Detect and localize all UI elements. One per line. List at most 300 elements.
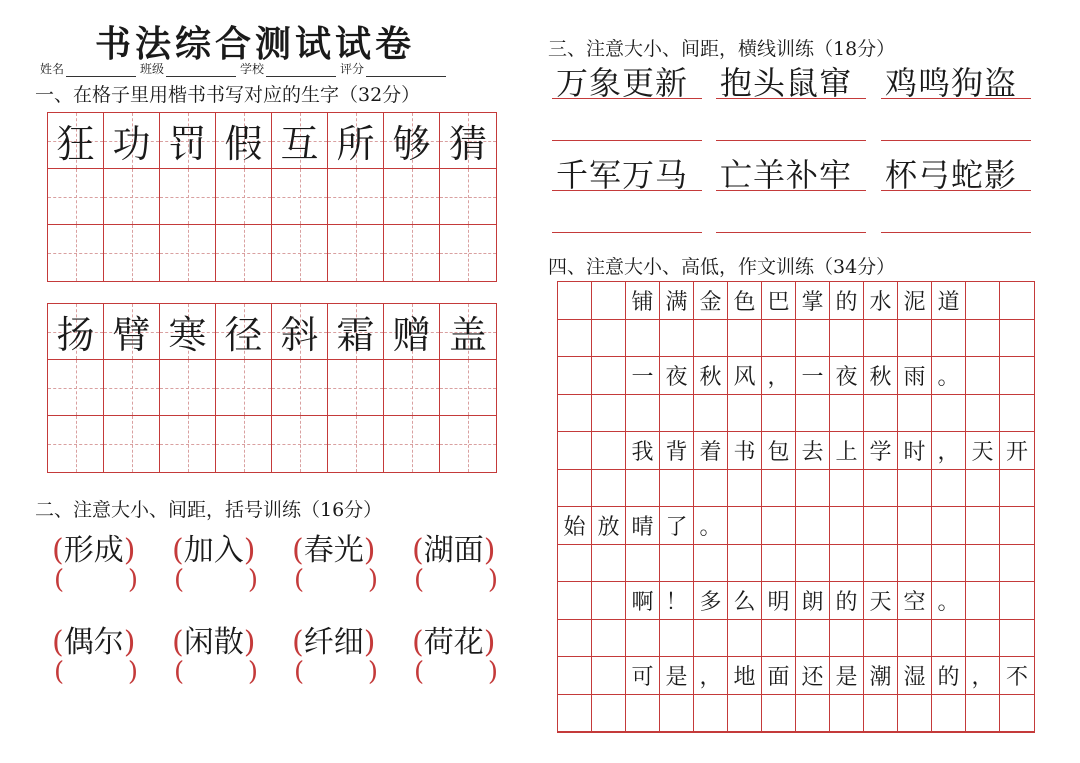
practice-cell[interactable] [272, 360, 328, 416]
composition-text-cell: 秋 [864, 357, 898, 395]
open-bracket: ( [52, 625, 64, 660]
class-label: 班级 [140, 62, 165, 76]
bracket-practice-slot[interactable]: ( ) [54, 565, 138, 595]
composition-text-cell: 包 [762, 432, 796, 470]
composition-practice-cell[interactable] [830, 320, 864, 358]
composition-practice-cell[interactable] [932, 395, 966, 433]
open-bracket: ( [412, 625, 424, 660]
section4-heading: 四、注意大小、高低，作文训练（34分） [548, 256, 896, 278]
model-character-cell [104, 304, 160, 360]
practice-cell[interactable] [440, 360, 496, 416]
composition-practice-cell[interactable] [1000, 545, 1034, 583]
composition-text-cell: 空 [898, 582, 932, 620]
composition-practice-cell[interactable] [864, 320, 898, 358]
composition-text-cell [592, 282, 626, 320]
practice-cell[interactable] [328, 416, 384, 472]
bracket-word-text: 湖面 [423, 533, 484, 568]
practice-cell[interactable] [384, 169, 440, 225]
composition-text-cell: 风 [728, 357, 762, 395]
composition-practice-cell[interactable] [694, 545, 728, 583]
bracket-word [52, 617, 135, 661]
composition-practice-cell[interactable] [932, 695, 966, 733]
composition-text-cell: 的 [932, 657, 966, 695]
composition-practice-cell[interactable] [898, 320, 932, 358]
practice-cell[interactable] [384, 225, 440, 281]
composition-practice-cell[interactable] [660, 620, 694, 658]
composition-text-cell: 着 [694, 432, 728, 470]
composition-practice-cell[interactable] [830, 470, 864, 508]
practice-cell[interactable] [384, 416, 440, 472]
composition-text-cell: 。 [694, 507, 728, 545]
composition-text-cell: 铺 [626, 282, 660, 320]
composition-text-cell: 上 [830, 432, 864, 470]
composition-practice-cell[interactable] [932, 320, 966, 358]
composition-practice-cell[interactable] [728, 320, 762, 358]
practice-cell[interactable] [104, 225, 160, 281]
practice-cell[interactable] [216, 169, 272, 225]
composition-text-cell: 多 [694, 582, 728, 620]
composition-text-cell: 开 [1000, 432, 1034, 470]
composition-text-cell: 学 [864, 432, 898, 470]
phrase-underline [881, 190, 1031, 191]
practice-cell[interactable] [328, 225, 384, 281]
name-blank[interactable] [66, 65, 136, 77]
composition-practice-cell[interactable] [626, 470, 660, 508]
phrase-underline [716, 190, 866, 191]
composition-practice-cell[interactable] [762, 545, 796, 583]
composition-text-cell: 泥 [898, 282, 932, 320]
composition-practice-cell[interactable] [558, 320, 592, 358]
open-bracket: ( [172, 625, 184, 660]
practice-cell[interactable] [104, 360, 160, 416]
composition-text-cell: 还 [796, 657, 830, 695]
composition-text-cell: 晴 [626, 507, 660, 545]
phrase-practice-line[interactable] [881, 232, 1031, 233]
composition-text-cell: 夜 [660, 357, 694, 395]
composition-practice-cell[interactable] [592, 470, 626, 508]
phrase-underline [552, 190, 702, 191]
bracket-word [412, 617, 495, 661]
composition-practice-cell[interactable] [898, 470, 932, 508]
composition-text-cell [796, 507, 830, 545]
section2-heading: 二、注意大小、间距，括号训练（16分） [35, 499, 383, 521]
composition-text-cell: 是 [660, 657, 694, 695]
composition-practice-cell[interactable] [1000, 620, 1034, 658]
composition-practice-cell[interactable] [694, 470, 728, 508]
composition-text-cell: 的 [830, 582, 864, 620]
composition-practice-cell[interactable] [660, 470, 694, 508]
model-character: 盖 [448, 313, 487, 357]
close-bracket: ) [243, 533, 256, 568]
composition-text-cell [1000, 582, 1034, 620]
composition-text-cell: 去 [796, 432, 830, 470]
composition-text-cell [1000, 507, 1034, 545]
model-character-cell [328, 113, 384, 169]
composition-text-cell: 金 [694, 282, 728, 320]
phrase-practice-line[interactable] [552, 232, 702, 233]
composition-practice-cell[interactable] [762, 395, 796, 433]
composition-practice-cell[interactable] [592, 320, 626, 358]
close-bracket: ) [123, 625, 136, 660]
composition-text-cell: 了 [660, 507, 694, 545]
model-character: 扬 [56, 313, 95, 357]
practice-cell[interactable] [160, 416, 216, 472]
open-bracket: ( [292, 625, 304, 660]
composition-practice-cell[interactable] [592, 695, 626, 733]
composition-text-cell: 巴 [762, 282, 796, 320]
composition-practice-cell[interactable] [1000, 320, 1034, 358]
composition-text-cell: 书 [728, 432, 762, 470]
bracket-word-text: 闲散 [183, 625, 244, 660]
practice-cell[interactable] [216, 360, 272, 416]
phrase-text: 万象更新 [556, 64, 689, 102]
composition-text-cell: 地 [728, 657, 762, 695]
composition-practice-cell[interactable] [558, 470, 592, 508]
bracket-practice-slot[interactable]: ( ) [294, 657, 378, 687]
composition-text-cell: 秋 [694, 357, 728, 395]
composition-text-cell: 的 [830, 282, 864, 320]
score-label: 评分 [340, 62, 365, 76]
composition-practice-cell[interactable] [898, 545, 932, 583]
composition-text-cell: 可 [626, 657, 660, 695]
composition-practice-cell[interactable] [830, 395, 864, 433]
model-character-cell [440, 304, 496, 360]
model-character: 臂 [112, 313, 151, 357]
composition-practice-cell[interactable] [966, 470, 1000, 508]
composition-practice-cell[interactable] [558, 695, 592, 733]
composition-text-cell: 道 [932, 282, 966, 320]
composition-practice-cell[interactable] [626, 695, 660, 733]
composition-text-cell [966, 357, 1000, 395]
model-character-cell [328, 304, 384, 360]
model-character-cell [216, 304, 272, 360]
composition-practice-cell[interactable] [592, 620, 626, 658]
composition-text-cell: 朗 [796, 582, 830, 620]
composition-text-cell: 面 [762, 657, 796, 695]
practice-cell[interactable] [272, 416, 328, 472]
composition-practice-cell[interactable] [660, 695, 694, 733]
composition-practice-cell[interactable] [694, 320, 728, 358]
composition-text-cell: ， [932, 432, 966, 470]
composition-practice-cell[interactable] [864, 545, 898, 583]
composition-practice-cell[interactable] [796, 620, 830, 658]
composition-text-cell [558, 582, 592, 620]
bracket-practice-slot[interactable]: ( ) [54, 657, 138, 687]
composition-text-cell: ， [966, 657, 1000, 695]
composition-practice-cell[interactable] [932, 620, 966, 658]
composition-text-cell: ， [694, 657, 728, 695]
composition-practice-cell[interactable] [796, 470, 830, 508]
composition-practice-cell[interactable] [796, 395, 830, 433]
practice-cell[interactable] [272, 225, 328, 281]
composition-practice-cell[interactable] [830, 545, 864, 583]
composition-practice-cell[interactable] [694, 695, 728, 733]
model-character: 霜 [336, 313, 375, 357]
composition-text-cell [728, 507, 762, 545]
model-character-cell [272, 113, 328, 169]
bracket-practice-slot[interactable]: ( ) [174, 565, 258, 595]
composition-text-cell: 是 [830, 657, 864, 695]
composition-text-cell [898, 507, 932, 545]
composition-practice-cell[interactable] [558, 620, 592, 658]
model-character-cell [384, 304, 440, 360]
model-character-cell [48, 304, 104, 360]
practice-cell[interactable] [160, 360, 216, 416]
composition-practice-cell[interactable] [728, 395, 762, 433]
composition-practice-cell[interactable] [626, 620, 660, 658]
model-character-cell [272, 304, 328, 360]
bracket-word-text: 荷花 [423, 625, 484, 660]
composition-text-cell [558, 282, 592, 320]
composition-practice-cell[interactable] [898, 620, 932, 658]
model-character: 赠 [392, 313, 431, 357]
composition-practice-cell[interactable] [966, 545, 1000, 583]
composition-practice-cell[interactable] [966, 695, 1000, 733]
composition-text-cell [592, 657, 626, 695]
composition-practice-cell[interactable] [932, 470, 966, 508]
composition-text-cell: 夜 [830, 357, 864, 395]
phrase-practice-line[interactable] [881, 140, 1031, 141]
practice-cell[interactable] [328, 360, 384, 416]
composition-practice-cell[interactable] [558, 395, 592, 433]
open-bracket: ( [412, 533, 424, 568]
bracket-word-text: 春光 [303, 533, 364, 568]
composition-practice-cell[interactable] [864, 470, 898, 508]
practice-cell[interactable] [160, 225, 216, 281]
bracket-word [412, 525, 495, 569]
school-blank[interactable] [266, 65, 336, 77]
composition-text-cell: 背 [660, 432, 694, 470]
section3-heading: 三、注意大小、间距，横线训练（18分） [548, 38, 896, 60]
practice-cell[interactable] [48, 225, 104, 281]
class-blank[interactable] [166, 65, 236, 77]
close-bracket: ) [123, 533, 136, 568]
composition-practice-cell[interactable] [762, 470, 796, 508]
composition-practice-cell[interactable] [966, 320, 1000, 358]
composition-text-cell [966, 507, 1000, 545]
composition-practice-cell[interactable] [898, 395, 932, 433]
composition-text-cell: 放 [592, 507, 626, 545]
model-character-cell [160, 304, 216, 360]
phrase-underline [881, 98, 1031, 99]
composition-practice-cell[interactable] [728, 620, 762, 658]
composition-practice-cell[interactable] [694, 395, 728, 433]
composition-text-cell [966, 282, 1000, 320]
score-blank[interactable] [366, 65, 446, 77]
practice-cell[interactable] [104, 169, 160, 225]
model-character-cell [216, 113, 272, 169]
practice-cell[interactable] [104, 416, 160, 472]
practice-cell[interactable] [216, 416, 272, 472]
composition-text-cell [558, 432, 592, 470]
model-character: 功 [112, 122, 151, 166]
composition-practice-cell[interactable] [864, 695, 898, 733]
composition-practice-cell[interactable] [762, 320, 796, 358]
composition-practice-cell[interactable] [660, 395, 694, 433]
character-grid-1 [47, 112, 497, 282]
composition-text-cell: 满 [660, 282, 694, 320]
bracket-word-text: 加入 [183, 533, 244, 568]
practice-cell[interactable] [440, 416, 496, 472]
model-character: 所 [336, 122, 375, 166]
composition-practice-cell[interactable] [864, 620, 898, 658]
bracket-practice-slot[interactable]: ( ) [174, 657, 258, 687]
composition-text-cell: 明 [762, 582, 796, 620]
composition-practice-cell[interactable] [932, 545, 966, 583]
composition-practice-cell[interactable] [592, 545, 626, 583]
composition-text-cell: 我 [626, 432, 660, 470]
practice-cell[interactable] [440, 169, 496, 225]
bracket-word [292, 617, 375, 661]
composition-practice-cell[interactable] [796, 320, 830, 358]
composition-text-cell [1000, 282, 1034, 320]
model-character: 罚 [168, 122, 207, 166]
composition-practice-cell[interactable] [966, 620, 1000, 658]
close-bracket: ) [243, 625, 256, 660]
composition-text-cell: 天 [864, 582, 898, 620]
phrase-text: 鸡鸣狗盗 [885, 64, 1018, 102]
bracket-word [52, 525, 135, 569]
composition-practice-cell[interactable] [762, 620, 796, 658]
composition-text-cell: 么 [728, 582, 762, 620]
model-character: 狂 [56, 122, 95, 166]
model-character: 假 [224, 122, 263, 166]
composition-text-cell [592, 432, 626, 470]
phrase-text: 杯弓蛇影 [885, 156, 1018, 194]
composition-practice-cell[interactable] [626, 545, 660, 583]
model-character-cell [440, 113, 496, 169]
composition-text-cell [592, 357, 626, 395]
composition-text-cell [966, 582, 1000, 620]
model-character-cell [104, 113, 160, 169]
bracket-word-text: 形成 [63, 533, 124, 568]
composition-practice-cell[interactable] [694, 620, 728, 658]
composition-text-cell [932, 507, 966, 545]
model-character-cell [48, 113, 104, 169]
composition-practice-cell[interactable] [626, 395, 660, 433]
model-character: 径 [224, 313, 263, 357]
composition-text-cell: 始 [558, 507, 592, 545]
practice-cell[interactable] [384, 360, 440, 416]
composition-practice-cell[interactable] [830, 695, 864, 733]
composition-practice-cell[interactable] [1000, 395, 1034, 433]
phrase-underline [552, 98, 702, 99]
composition-text-cell: 潮 [864, 657, 898, 695]
composition-text-cell: 啊 [626, 582, 660, 620]
composition-text-cell [592, 582, 626, 620]
phrase-practice-line[interactable] [552, 140, 702, 141]
composition-text-cell [1000, 357, 1034, 395]
composition-text-cell: 不 [1000, 657, 1034, 695]
composition-practice-cell[interactable] [728, 470, 762, 508]
composition-practice-cell[interactable] [898, 695, 932, 733]
page-title: 书法综合测试试卷 [95, 23, 416, 65]
composition-text-cell: 一 [796, 357, 830, 395]
composition-practice-cell[interactable] [796, 695, 830, 733]
composition-text-cell [558, 657, 592, 695]
close-bracket: ) [363, 625, 376, 660]
composition-text-cell: 。 [932, 357, 966, 395]
open-bracket: ( [52, 533, 64, 568]
composition-text-cell: 湿 [898, 657, 932, 695]
bracket-word-text: 纤细 [303, 625, 364, 660]
composition-grid [557, 281, 1035, 733]
close-bracket: ) [483, 533, 496, 568]
bracket-practice-slot[interactable]: ( ) [414, 565, 498, 595]
composition-practice-cell[interactable] [592, 395, 626, 433]
practice-cell[interactable] [216, 225, 272, 281]
model-character-cell [384, 113, 440, 169]
composition-practice-cell[interactable] [728, 545, 762, 583]
bracket-word [172, 617, 255, 661]
composition-practice-cell[interactable] [1000, 695, 1034, 733]
composition-practice-cell[interactable] [1000, 470, 1034, 508]
phrase-practice-line[interactable] [716, 232, 866, 233]
phrase-text: 亡羊补牢 [720, 156, 853, 194]
phrase-underline [716, 98, 866, 99]
phrase-text: 抱头鼠窜 [720, 64, 853, 102]
bracket-word-text: 偶尔 [63, 625, 124, 660]
phrase-practice-line[interactable] [716, 140, 866, 141]
composition-text-cell [830, 507, 864, 545]
composition-practice-cell[interactable] [626, 320, 660, 358]
practice-cell[interactable] [48, 360, 104, 416]
composition-text-cell: 时 [898, 432, 932, 470]
composition-practice-cell[interactable] [660, 545, 694, 583]
model-character: 斜 [280, 313, 319, 357]
model-character: 互 [280, 122, 319, 166]
composition-text-cell: ！ [660, 582, 694, 620]
bracket-word [292, 525, 375, 569]
composition-text-cell: ， [762, 357, 796, 395]
composition-practice-cell[interactable] [966, 395, 1000, 433]
composition-text-cell: 色 [728, 282, 762, 320]
composition-practice-cell[interactable] [762, 695, 796, 733]
practice-cell[interactable] [48, 169, 104, 225]
section1-heading: 一、在格子里用楷书书写对应的生字（32分） [35, 84, 421, 106]
composition-practice-cell[interactable] [864, 395, 898, 433]
model-character: 寒 [168, 313, 207, 357]
student-info-row [40, 60, 450, 77]
practice-cell[interactable] [328, 169, 384, 225]
open-bracket: ( [172, 533, 184, 568]
composition-text-cell [762, 507, 796, 545]
composition-practice-cell[interactable] [558, 545, 592, 583]
name-label: 姓名 [40, 62, 65, 76]
composition-text-cell: 。 [932, 582, 966, 620]
close-bracket: ) [363, 533, 376, 568]
practice-cell[interactable] [440, 225, 496, 281]
school-label: 学校 [240, 62, 265, 76]
model-character-cell [160, 113, 216, 169]
model-character: 够 [392, 122, 431, 166]
composition-practice-cell[interactable] [796, 545, 830, 583]
practice-cell[interactable] [160, 169, 216, 225]
composition-practice-cell[interactable] [830, 620, 864, 658]
composition-practice-cell[interactable] [660, 320, 694, 358]
practice-cell[interactable] [272, 169, 328, 225]
composition-practice-cell[interactable] [728, 695, 762, 733]
practice-cell[interactable] [48, 416, 104, 472]
bracket-practice-slot[interactable]: ( ) [414, 657, 498, 687]
bracket-practice-slot[interactable]: ( ) [294, 565, 378, 595]
bracket-word [172, 525, 255, 569]
composition-text-cell: 掌 [796, 282, 830, 320]
character-grid-2 [47, 303, 497, 473]
composition-text-cell: 雨 [898, 357, 932, 395]
composition-text-cell [864, 507, 898, 545]
model-character: 猜 [448, 122, 487, 166]
